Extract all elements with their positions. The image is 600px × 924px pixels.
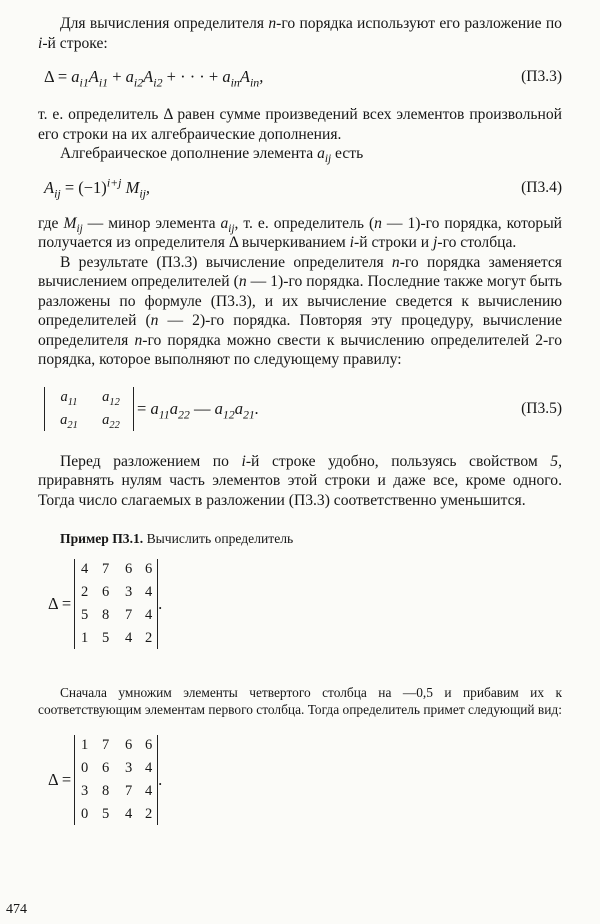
matrix-cell: 2 [145,806,153,822]
matrix-cell: $a_{22}$ [102,411,120,431]
paragraph-minor: где $M_{ij}$ — минор элемента $a_{ij}$, т. е. определитель (n — 1)-го порядка, который получается из определителя Δ вычеркиванием i-й строки и j-го столбца. [38,214,563,251]
matrix-cell: 0 [81,760,89,776]
matrix-cell: 1 [81,737,89,753]
determinant-4x4-a [74,559,158,649]
equation-number: (П3.4) [521,178,562,196]
matrix-cell: 7 [102,561,110,577]
matrix-cell: 5 [102,806,110,822]
matrix-cell: 2 [81,584,89,600]
matrix-cell: 4 [125,630,133,646]
matrix-cell: $a_{12}$ [102,388,120,408]
matrix-cell: 4 [145,783,153,799]
page-content [38,14,562,830]
matrix-cell: 7 [125,783,133,799]
paragraph-property: Перед разложением по i-й строке удобно, пользуясь свойством 5, приравнять нулям часть элементов этой строки и даже все, кроме одного. Тогда число слагаемых в разложении (П3.3) соответственно уменьшится. [38,452,562,509]
paragraph-result: В результате (П3.3) вычисление определителя n-го порядка заменяется вычислением определителей (n — 1)-го порядка. Последние также могут быть разложены по формуле (П3.3), и их вычисление сведется к вычислению определителей (n — 2)-го порядка. Повторяя эту процедуру, вычисление определителя n-го порядка можно свести к вычислению определителей 2-го порядка, которое выполняют по следующему правилу: [38,253,562,368]
delta-label: Δ = [48,770,72,789]
example-title: Пример П3.1. [60,531,144,546]
matrix-cell: 5 [81,607,89,623]
matrix-cell: 3 [125,760,133,776]
matrix-cell: 1 [81,630,89,646]
matrix-cell: 4 [145,607,153,623]
equation-number: (П3.5) [521,399,562,417]
matrix-cell: 8 [102,783,110,799]
matrix-cell: 4 [81,561,89,577]
matrix-cell: $a_{11}$ [60,388,78,408]
matrix-cell: $a_{21}$ [60,411,78,431]
matrix-cell: 3 [125,584,133,600]
equation-p3-5: $a_{11}$ $a_{12}$ $a_{21}$ $a_{22}$ = $a_{11}a_{22}$ — $a_{12}a_{21}$. (П3.5) [38,378,562,440]
matrix-cell: 6 [125,737,133,753]
equation-example-a: Δ = 4 7 6 6 2 6 3 4 5 8 7 4 1 5 4 2 . [38,554,562,654]
matrix-cell: 8 [102,607,110,623]
paragraph-cofactor: Алгебраическое дополнение элемента $a_{ij}$ есть [60,145,364,166]
example-text: Вычислить определитель [146,531,294,546]
paragraph-definition: т. е. определитель Δ равен сумме произведений всех элементов произвольной его строки на их алгебраические дополнения. [38,106,562,143]
matrix-cell: 6 [125,561,133,577]
matrix-cell: 4 [145,584,153,600]
matrix-cell: 6 [145,737,153,753]
paragraph-intro: Для вычисления определителя n-го порядка используют его разложение по i-й строке: [38,15,562,52]
matrix-cell: 3 [81,783,89,799]
matrix-cell: 6 [102,584,110,600]
determinant-2x2 [44,387,134,431]
equation-example-b: Δ = 1 7 6 6 0 6 3 4 3 8 7 4 0 5 4 2 . [38,730,562,830]
equation-p3-3: Δ = $a_{i1}A_{i1} + a_{i2}A_{i2}$ + · · · + $a_{in}A_{in}$, (П3.3) [44,67,562,90]
matrix-cell: 6 [145,561,153,577]
delta-label: Δ = [48,594,72,613]
matrix-cell: 0 [81,806,89,822]
matrix-cell: 4 [145,760,153,776]
equation-p3-4: $A_{ij} = (-1)^{i+j}$ $M_{ij}$, (П3.4) [44,175,562,200]
matrix-cell: 7 [125,607,133,623]
matrix-cell: 6 [102,760,110,776]
matrix-cell: 5 [102,630,110,646]
page-number: 474 [6,902,27,917]
matrix-cell: 4 [125,806,133,822]
paragraph-step: Сначала умножим элементы четвертого столбца на —0,5 и прибавим их к соответствующим элементам первого столбца. Тогда определитель примет следующий вид: [38,685,562,717]
matrix-cell: 2 [145,630,153,646]
determinant-4x4-b [74,735,158,825]
equation-number: (П3.3) [521,68,562,85]
example-heading [38,530,562,548]
matrix-cell: 7 [102,737,110,753]
